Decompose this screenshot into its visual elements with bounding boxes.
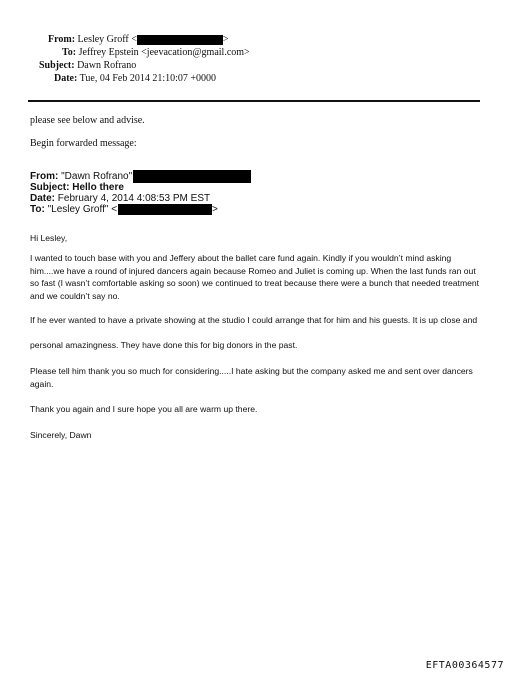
header-divider bbox=[28, 100, 480, 102]
message-paragraph-2-line-1: If he ever wanted to have a private showing at the studio I could arrange that for him and his guests. It is up close and bbox=[30, 315, 478, 325]
header-date-value: Tue, 04 Feb 2014 21:10:07 +0000 bbox=[79, 73, 217, 84]
intro-advise: please see below and advise. bbox=[30, 115, 145, 126]
message-paragraph-4: Thank you again and I sure hope you all are warm up there. bbox=[30, 404, 258, 414]
fwd-to-value: "Lesley Groff" < bbox=[47, 204, 118, 216]
header-to-value: Jeffrey Epstein <jeevacation@gmail.com> bbox=[78, 47, 250, 58]
message-paragraph-1: I wanted to touch base with you and Jeffery about the ballet care fund again. Kindly if you wouldn’t mind asking him....we have a round of injured dancers again because Romeo and Juliet is coming up. When the last funds ran out so fast (I wasn’t comfortable asking so soon) we continued to treat because there were a bunch that needed treatment and we couldn’t say no. bbox=[30, 253, 480, 301]
header-from-close: > bbox=[222, 34, 229, 45]
fwd-date-line bbox=[30, 193, 210, 204]
header-from-value: Lesley Groff < bbox=[77, 34, 137, 45]
message-paragraph-3: Please tell him thank you so much for considering.....I hate asking but the company asked me and sent over dancers again. bbox=[30, 366, 473, 389]
fwd-to-close: > bbox=[212, 204, 218, 216]
document-id: EFTA00364577 bbox=[425, 660, 504, 671]
fwd-to-line bbox=[30, 204, 218, 215]
fwd-from-value: "Dawn Rofrano" bbox=[61, 171, 133, 183]
header-to-label: To: bbox=[62, 47, 77, 58]
header-date-label: Date: bbox=[54, 73, 78, 84]
header-subject-value: Dawn Rofrano bbox=[77, 60, 137, 71]
message-signoff: Sincerely, Dawn bbox=[30, 430, 92, 440]
header-from-label: From: bbox=[48, 34, 76, 45]
fwd-from-label: From: bbox=[30, 171, 59, 183]
message-greeting: Hi Lesley, bbox=[30, 233, 68, 243]
fwd-subject-label: Subject: bbox=[30, 182, 70, 193]
redaction-bar bbox=[137, 35, 223, 45]
header-date-line bbox=[54, 73, 216, 85]
header-subject-label: Subject: bbox=[39, 60, 75, 71]
header-subject-line bbox=[39, 60, 136, 72]
fwd-date-label: Date: bbox=[30, 193, 56, 204]
fwd-subject-value: Hello there bbox=[72, 182, 124, 193]
fwd-subject-line bbox=[30, 182, 124, 193]
redaction-bar bbox=[133, 170, 251, 183]
message-paragraph-2-line-2: personal amazingness. They have done this for big donors in the past. bbox=[30, 340, 298, 350]
fwd-date-value: February 4, 2014 4:08:53 PM EST bbox=[57, 193, 211, 204]
fwd-to-label: To: bbox=[30, 204, 45, 216]
header-to-line bbox=[62, 47, 250, 59]
intro-forwarded: Begin forwarded message: bbox=[30, 138, 137, 149]
header-from-line bbox=[48, 34, 229, 46]
redaction-bar bbox=[118, 204, 212, 215]
